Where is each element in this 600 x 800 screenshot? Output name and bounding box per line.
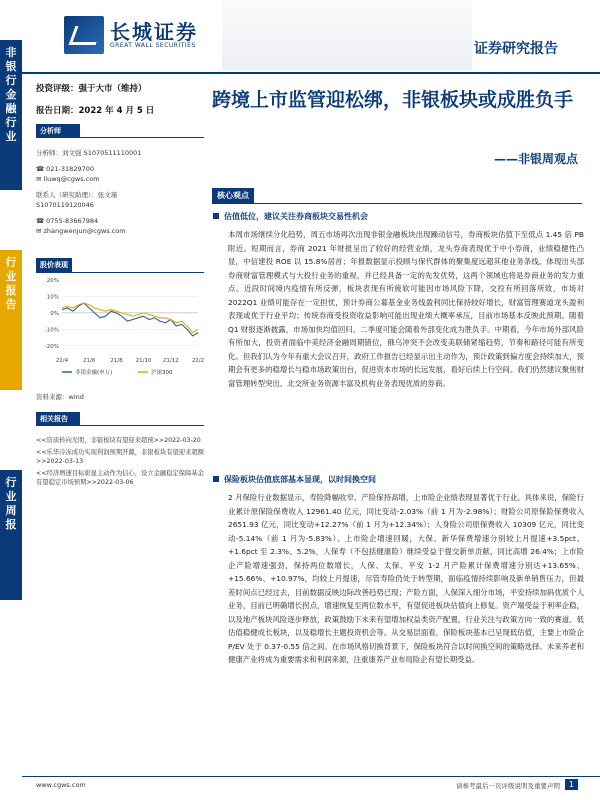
analyst-name: 分析师：刘文强 S1070511110001 [36, 149, 142, 157]
series-line-0 [62, 303, 198, 336]
side-char: 业 [5, 130, 17, 143]
x-tick-label: 21/8 [110, 358, 123, 364]
assistant-email[interactable]: ✉ zhangwenjun@cgws.com [36, 227, 126, 235]
performance-line-chart [36, 276, 204, 384]
legend-label: 非银金融(申万) [75, 370, 113, 376]
logo-mark-icon [64, 16, 104, 54]
side-label-industry [0, 40, 22, 190]
page-header [22, 0, 600, 72]
side-char: 行 [5, 476, 17, 489]
bullet-heading-insurance: 保险板块估值底部基本显现，以时间换空间 [224, 475, 376, 484]
report-type: 证券研究报告 [474, 41, 558, 57]
legend-label: 沪深300 [151, 370, 173, 376]
section-divider [36, 425, 204, 426]
assistant-name: 联系人（研究助理）：张文瑾 [36, 191, 118, 199]
bullet-heading-brokerage: 估值低位，建议关注券商板块交易性机会 [224, 212, 368, 221]
y-tick-label: -10% [44, 327, 59, 334]
analyst-email[interactable]: ✉ liuwq@cgws.com [36, 175, 100, 183]
chart-section-header: 股价表现 [36, 258, 72, 272]
side-char: 报 [5, 518, 17, 531]
y-tick-label: 10% [46, 294, 59, 301]
paragraph-insurance: 2 月保险行业数据显示，寿险降幅收窄、产险保持高增，上市险企业绩表现显著优于行业。具体来说，保险行业累计原保险保费收入 12961.40 亿元，同比变动-2.03%（前 1 月为-2.98%）；财险公司原保险保费收入 2651.93 亿元，同比变动+12.27%（前 1 月为+12.34%）；人身险公司原保费收入 10309 亿元，同比变动-5.14%（前 1 月为-5.83%）。上市险企增速回暖，大保、新华保费增速分别较上月提速+3.5pct、+1.6pct 至 2.3%、5.2%，人保寿（不包括健康险）继续受益于提交新单贡献，同比高增 26.4%；上市险企产险增速强劲，保持两位数增长，人保、太保、平安 1-2 月产险累计保费增速分别达+13.65%、+15.66%、+10.97%，均较上月提速，尽管寿险仍处于转型期，面临疫情持续影响及新单销售压力，但最差时间点已经过去，目前数据反映边际改善趋势已现；产险方面，人保深入细分市场，平安持续加码优质个人业务，目前已明确增长拐点，增速恢复至两位数水平，有望促进板块估值向上修复。资产端受益于利率企稳，以及地产板块风险逐步释放，政策鼓励下未来有望增加权益类资产配置，行业关注与政策方向一致的赛道、低估值稳健成长板块，以及稳增长主题投资机会等。从交易层面看，保险板块基本已呈现低估值，主要上市险企 P/EV 处于 0.37-0.55 倍之间。在市场风格切换背景下，保险板块符合以时间换空间的策略选择。未来养老和健康产业将成为重要需求和利润来源，注重康养产业布局险企有望长期受益。 [228, 493, 584, 664]
side-char: 业 [5, 270, 17, 283]
page-number: 1 [565, 779, 578, 790]
header-divider [22, 72, 600, 74]
section-divider [36, 137, 204, 138]
assistant-id: S1070119120046 [36, 201, 94, 209]
core-view-header: 核心观点 [212, 188, 254, 203]
footer-divider [22, 776, 600, 777]
x-tick-label: 22/2 [191, 358, 204, 364]
company-logo [64, 14, 214, 56]
side-char: 金 [5, 88, 17, 101]
side-char: 报 [5, 284, 17, 297]
series-line-1 [62, 303, 198, 333]
x-tick-label: 21/6 [83, 358, 96, 364]
investment-rating: 投资评级：强于大市（维持） [36, 84, 147, 94]
side-char: 融 [5, 102, 17, 115]
report-subtitle: ——非银周观点 [493, 152, 578, 166]
great-wall-banner-image [222, 0, 472, 70]
chart-source: 资料来源：wind [36, 393, 84, 401]
related-section-header: 相关报告 [36, 412, 80, 426]
x-tick-label: 21/12 [162, 358, 179, 364]
logo-name-cn: 长城证券 [110, 20, 198, 44]
related-report-link[interactable]: <<乐华冷冻成功实现利润预期开源，非银板块有望迎来超额>>2022-03-13 [36, 448, 204, 465]
side-label-report [0, 250, 22, 390]
x-tick-label: 21/10 [135, 358, 152, 364]
section-divider [36, 272, 204, 273]
side-char: 周 [5, 504, 17, 517]
footer-url[interactable]: www.cgws.com [36, 781, 86, 789]
side-strip [0, 0, 22, 800]
section-divider [212, 203, 582, 204]
footer-disclaimer: 请参考最后一页评级说明及重要声明 [456, 782, 560, 790]
side-char: 业 [5, 490, 17, 503]
side-char: 非 [5, 46, 17, 59]
side-char: 告 [5, 298, 17, 311]
side-char: 行 [5, 74, 17, 87]
analyst-phone: ☎ 021-31829700 [36, 165, 94, 173]
left-info-column [36, 82, 204, 236]
side-char: 行 [5, 116, 17, 129]
logo-name-en: GREAT WALL SECURITIES [110, 42, 196, 49]
side-char: 行 [5, 256, 17, 269]
paragraph-brokerage: 本周市场继续分化趋势，周五市场再次出现非银金融板块出现躁动信号，券商板块估值下至低点 1.45 倍 PB 附近。短期而言，券商 2021 年财报呈出了较好的经营业绩，龙头券商表现优于中小券商，业绩稳健性凸显，中信建投 ROE 以 15.8%居首；年报数据显示投顾与保代群体的聚集度远超其他业务条线。体现出头部券商财富管理模式与大投行业务的重视，并已经具备一定的先发优势，这两个领域也将是券商业务的发力重点。近段时间境内疫情有所反弹，板块表现有所疲软可能因市场风险下降，交投有所回落所致，市场对 2022Q1 业绩可能存在一定担忧，预计券商公募基金业务线盈利同比保持较好增长，财富管理赛道龙头盈利表现或优于行业平均；传统券商受投资收益影响可能出现业绩大概率承压，目前市场基本反映此预期。随着 Q1 财报逐渐披露，市场加快均值回归。二季度可能会随着外部变化成为胜负手。中期看，今年市场外部风险有所加大，投资者面临中美经济金融周期错位，俄乌冲突不会改变美联储紧缩趋势，节奏和路径可能有所变化。但我们认为今年有重大会议召开，政府工作报告已经显示出主动作为，预计政策到偏方度会持续加大，预期会有更多的稳增长与稳市场政策出台，促进资本市场的长远发展，看好后续上行空间。我们仍然建议聚焦财富管理转型突出、北交所业务资源丰富及机构业务表现优质的券商。 [228, 230, 584, 388]
side-label-weekly [0, 470, 22, 600]
report-date: 报告日期：2022 年 4 月 5 日 [36, 106, 155, 116]
related-report-link[interactable]: <<资质转向光明，非银板块有望迎来超预>>2022-03-20 [36, 437, 201, 444]
related-report-link[interactable]: <<经济增速目标彰显主动作为信心，设立金融稳定保障基金有望稳定市场预期>>2022-03-06 [36, 469, 204, 486]
x-tick-label: 21/4 [55, 358, 69, 364]
stock-performance-chart [36, 258, 206, 388]
y-tick-label: 0% [50, 310, 59, 317]
side-char: 银 [5, 60, 17, 73]
assistant-phone: ☎ 0755-83667984 [36, 217, 99, 225]
report-title: 跨境上市监管迎松绑，非银板块或成胜负手 [212, 89, 574, 111]
analyst-section-header: 分析师 [36, 124, 80, 138]
related-reports [36, 412, 204, 490]
y-tick-label: 20% [46, 278, 59, 284]
y-tick-label: -20% [44, 343, 59, 350]
